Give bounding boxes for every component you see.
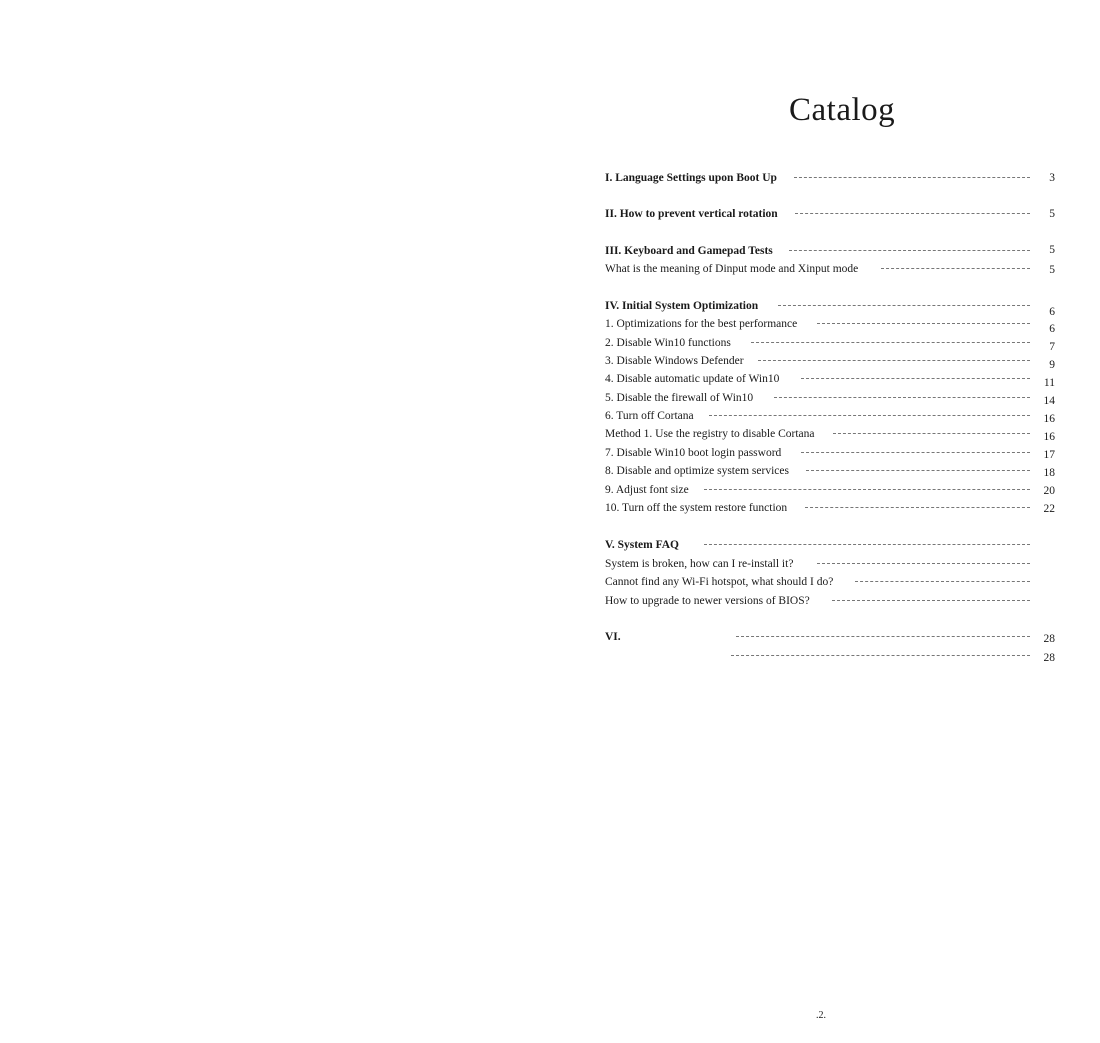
toc-page-number: 3: [1049, 172, 1055, 184]
toc-page-number: 16: [1043, 431, 1055, 443]
toc-entry-label: IV. Initial System Optimization: [605, 300, 759, 312]
toc-page-number: 5: [1049, 264, 1055, 276]
toc-entry-label: Method 1. Use the registry to disable Cortana: [605, 428, 815, 440]
toc-entry-label: 9. Adjust font size: [605, 484, 689, 496]
toc-page-number: 17: [1043, 449, 1055, 461]
page-number-footer: .2.: [816, 1010, 826, 1021]
toc-page-number: 18: [1043, 467, 1055, 479]
toc-page-number: 7: [1049, 341, 1055, 353]
toc-entry-label: III. Keyboard and Gamepad Tests: [605, 245, 773, 257]
toc-page-number: 22: [1043, 503, 1055, 515]
page-title: Catalog: [789, 92, 896, 128]
toc-page-number: 5: [1049, 244, 1055, 256]
toc-entry-label: 6. Turn off Cortana: [605, 410, 694, 422]
toc-entry-label: System is broken, how can I re-install it?: [605, 558, 794, 570]
toc-page-number: 9: [1049, 359, 1055, 371]
toc-page-number: 16: [1043, 413, 1055, 425]
toc-page-number: 14: [1043, 395, 1055, 407]
toc-entry-label: V. System FAQ: [605, 539, 680, 551]
toc-entry-label: How to upgrade to newer versions of BIOS?: [605, 595, 810, 607]
toc-page-number: 6: [1049, 323, 1055, 335]
toc-page-number: 11: [1043, 377, 1055, 389]
toc-leader: [817, 563, 1030, 564]
toc-page-number: 20: [1043, 485, 1055, 497]
toc-entry-label: 2. Disable Win10 functions: [605, 337, 731, 349]
toc-page-number: 5: [1049, 208, 1055, 220]
toc-entry-label: 5. Disable the firewall of Win10: [605, 392, 754, 404]
toc-entry-label: I. Language Settings upon Boot Up: [605, 172, 777, 184]
toc-entry-label: 4. Disable automatic update of Win10: [605, 373, 780, 385]
toc-entry-label: 3. Disable Windows Defender: [605, 355, 744, 367]
toc-entry-label: VI.: [605, 631, 621, 643]
toc-leader: [704, 544, 1030, 545]
toc-entry-label: 1. Optimizations for the best performance: [605, 318, 798, 330]
toc-entry-label: 7. Disable Win10 boot login password: [605, 447, 782, 459]
toc-page-number: 28: [1043, 652, 1055, 664]
toc-page-number: 28: [1043, 633, 1055, 645]
toc-leader: [855, 581, 1030, 582]
toc-leader: [832, 600, 1030, 601]
toc-page-number: 6: [1049, 306, 1055, 318]
toc-entry-label: What is the meaning of Dinput mode and Xinput mode: [605, 263, 859, 275]
toc-entry-label: 10. Turn off the system restore function: [605, 502, 788, 514]
toc-leader: [778, 305, 1030, 306]
toc-entry-label: II. How to prevent vertical rotation: [605, 208, 778, 220]
toc-entry-label: Cannot find any Wi-Fi hotspot, what should I do?: [605, 576, 834, 588]
toc-entry-label: 8. Disable and optimize system services: [605, 465, 789, 477]
